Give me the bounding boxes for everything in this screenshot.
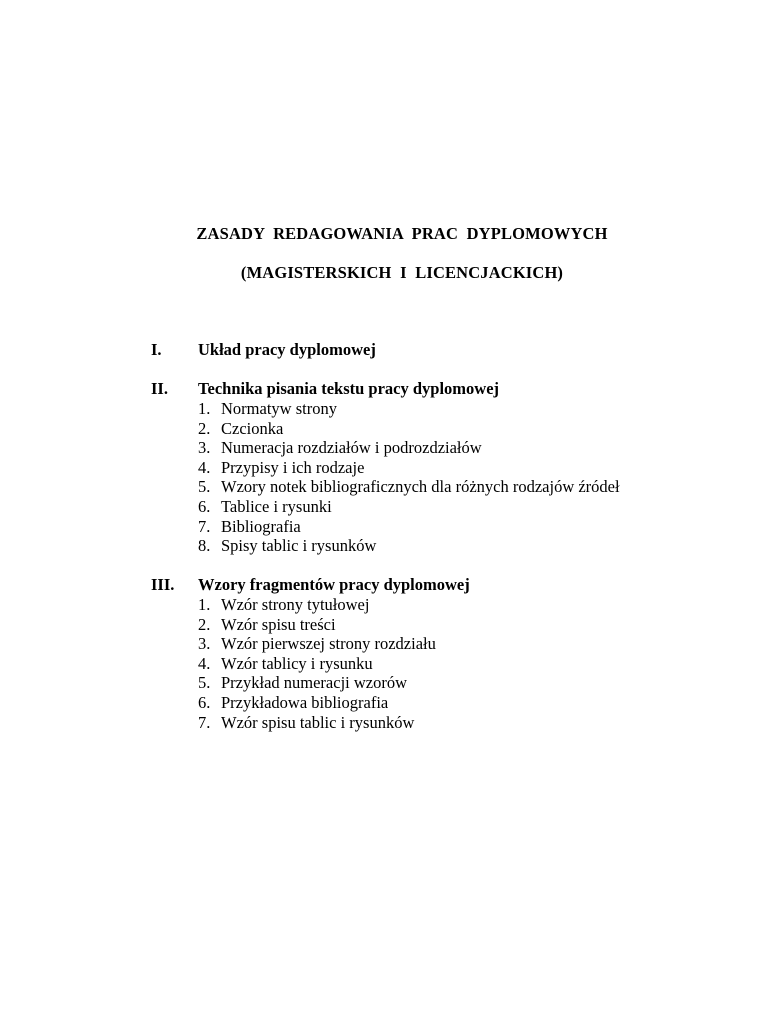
item-text: Normatyw strony <box>221 399 337 418</box>
item-number: 5. <box>198 673 211 693</box>
list-item <box>0 458 768 478</box>
item-number: 4. <box>198 457 211 477</box>
item-number: 6. <box>198 496 211 516</box>
list-item <box>0 477 768 497</box>
list-item <box>0 536 768 556</box>
section-2 <box>0 379 768 556</box>
list-item <box>0 399 768 419</box>
section-title: Technika pisania tekstu pracy dyplomowej <box>198 379 500 398</box>
item-text: Tablice i rysunki <box>221 496 332 516</box>
item-number: 2. <box>198 614 211 634</box>
item-text: Przypisy i ich rodzaje <box>221 457 365 477</box>
section-title: Wzory fragmentów pracy dyplomowej <box>198 575 470 594</box>
item-number: 1. <box>198 399 211 418</box>
item-number: 7. <box>198 516 211 536</box>
section-numeral: III. <box>151 575 175 594</box>
section-numeral: I. <box>151 340 162 359</box>
item-number: 6. <box>198 692 211 712</box>
section-item-list <box>0 399 768 556</box>
item-text: Wzór strony tytułowej <box>221 595 370 614</box>
item-text: Wzór spisu tablic i rysunków <box>221 712 415 732</box>
list-item <box>0 673 768 693</box>
list-item <box>0 497 768 517</box>
section-item-list <box>0 595 768 732</box>
item-number: 4. <box>198 653 211 673</box>
section-numeral: II. <box>151 379 168 398</box>
list-item <box>0 713 768 733</box>
item-text: Spisy tablic i rysunków <box>221 536 377 556</box>
item-text: Wzory notek bibliograficznych dla różnych rodzajów źródeł <box>221 477 620 497</box>
item-text: Wzór spisu treści <box>221 614 336 634</box>
item-number: 2. <box>198 418 211 438</box>
item-number: 3. <box>198 634 211 654</box>
section-title: Układ pracy dyplomowej <box>198 340 376 359</box>
section-3 <box>0 575 768 732</box>
section-heading <box>0 379 768 399</box>
list-item <box>0 438 768 458</box>
item-number: 7. <box>198 712 211 732</box>
section-1 <box>0 340 768 360</box>
item-number: 3. <box>198 438 211 458</box>
item-text: Wzór pierwszej strony rozdziału <box>221 634 436 654</box>
item-number: 5. <box>198 477 211 497</box>
item-text: Przykładowa bibliografia <box>221 692 389 712</box>
list-item <box>0 419 768 439</box>
section-heading <box>0 575 768 595</box>
list-item <box>0 634 768 654</box>
list-item <box>0 693 768 713</box>
item-text: Bibliografia <box>221 516 301 536</box>
item-text: Czcionka <box>221 418 284 438</box>
list-item <box>0 595 768 615</box>
item-number: 8. <box>198 536 211 556</box>
list-item <box>0 654 768 674</box>
item-number: 1. <box>198 595 211 614</box>
section-heading <box>0 340 768 360</box>
item-text: Numeracja rozdziałów i podrozdziałów <box>221 438 482 458</box>
list-item <box>0 517 768 537</box>
document-subtitle: (MAGISTERSKICH I LICENCJACKICH) <box>240 263 564 282</box>
item-text: Przykład numeracji wzorów <box>221 673 408 693</box>
item-text: Wzór tablicy i rysunku <box>221 653 373 673</box>
list-item <box>0 615 768 635</box>
document-title: ZASADY REDAGOWANIA PRAC DYPLOMOWYCH <box>196 224 608 243</box>
